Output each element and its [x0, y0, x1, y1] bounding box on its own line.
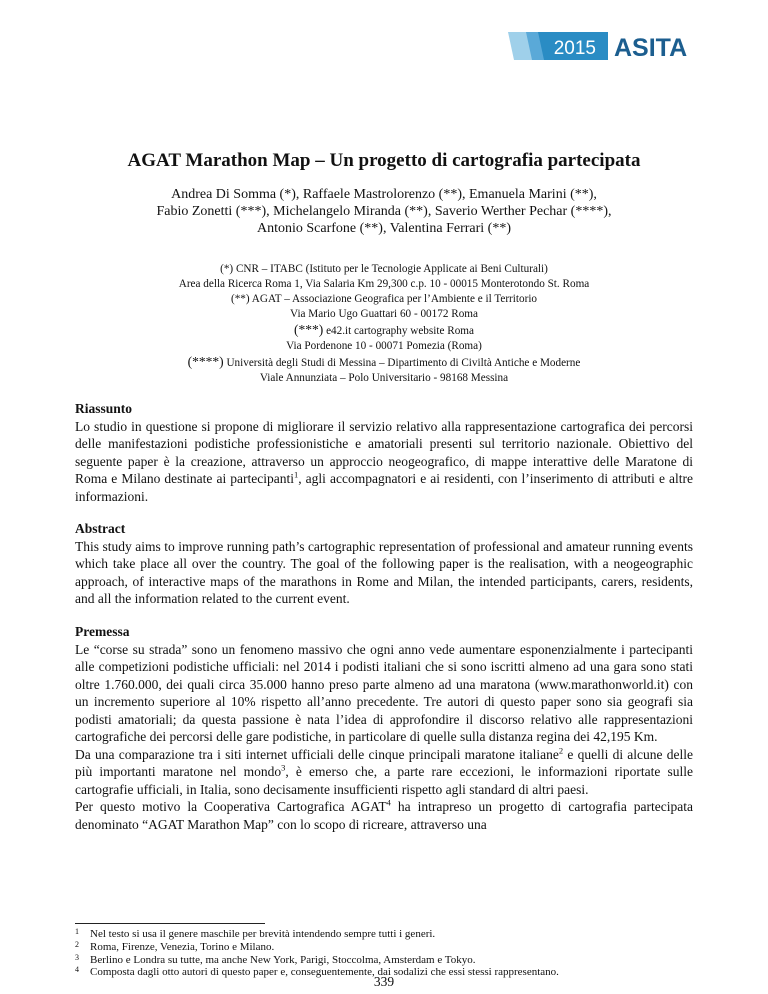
footnote [75, 928, 693, 941]
footnote-text: Composta dagli otto autori di questo paper e, conseguentemente, dai sodalizi che essi stessi rappresentano. [90, 966, 559, 979]
premessa-text-part: , è emerso che, a parte rare eccezioni, le informazioni riportate sulle cartografie ufficiali, in Italia, sono decisamente insufficienti rispetto agli standard di altri paesi. [75, 764, 693, 797]
section-premessa [75, 623, 693, 833]
author-line-2: Fabio Zonetti (***), Michelangelo Miranda (**), Saverio Werther Pechar (****), [156, 204, 612, 219]
footnote-ref: 3 [281, 762, 286, 773]
premessa-text-part: ha intrapreso un progetto di cartografia partecipata denominato “AGAT Marathon Map” con lo scopo di ricreare, attraverso una [75, 799, 693, 832]
footnote-text: Roma, Firenze, Venezia, Torino e Milano. [90, 940, 275, 953]
footnote-number: 2 [75, 939, 79, 949]
footnote [75, 954, 693, 967]
premessa-text-part: Per questo motivo la Cooperativa Cartografica AGAT [75, 799, 387, 814]
premessa-paragraph-2 [75, 746, 693, 799]
affiliation-mark: (***) [294, 322, 324, 337]
asita-logo-graphic [508, 26, 698, 66]
footnote-number: 1 [75, 927, 79, 936]
author-list [90, 186, 678, 237]
affiliation-text: Università degli Studi di Messina – Dipartimento di Civiltà Antiche e Moderne [223, 357, 581, 369]
author-line-1: Andrea Di Somma (*), Raffaele Mastrolorenzo (**), Emanuela Marini (**), [171, 187, 597, 202]
premessa-paragraph-3 [75, 798, 693, 833]
affiliation-line: (*) CNR – ITABC (Istituto per le Tecnologie Applicate ai Beni Culturali) [220, 263, 548, 275]
riassunto-text-part: , agli accompagnatori e ai residenti, con l’inserimento di attributi e altre informazioni. [75, 471, 693, 504]
affiliation-line: (**) AGAT – Associazione Geografica per l’Ambiente e il Territorio [230, 293, 538, 305]
section-riassunto [75, 400, 693, 505]
affiliation-mark: (****) [187, 354, 224, 369]
section-abstract [75, 520, 693, 608]
abstract-heading: Abstract [75, 521, 126, 536]
page-number: 339 [373, 974, 395, 989]
footnote-ref: 1 [293, 469, 299, 480]
riassunto-text-part: Lo studio in questione si propone di migliorare il servizio relativo alla rappresentazione cartografica dei percorsi delle manifestazioni podistiche professionistiche e amatoriali presenti sul territorio nazionale. Obiettivo del seguente paper è la creazione, attraverso un approccio neogeografico, di mappe interattive delle Maratone di Roma e Milano destinate ai partecipanti [75, 418, 693, 486]
abstract-text: This study aims to improve running path’s cartographic representation of professional and amateur running events which take place all over the country. The goal of the following paper is the realisation, with a neogeographic approach, of interactive maps of the marathons in Rome and Milan, the intended participants, carers, residents, and all the information related to the current event. [75, 538, 693, 606]
footnote-text: Berlino e Londra su tutte, ma anche New York, Parigi, Stoccolma, Amsterdam e Tokyo. [90, 953, 476, 966]
premessa-text-part: e quelli di alcune delle più importanti maratone nel mondo [75, 746, 693, 779]
footnote-ref: 4 [386, 797, 391, 808]
footnote-text: Nel testo si usa il genere maschile per brevità intendendo sempre tutti i generi. [90, 928, 436, 940]
footnotes [75, 928, 693, 979]
footnote-number: 4 [75, 965, 79, 975]
affiliation-line [90, 322, 678, 339]
affiliation-line: Via Pordenone 10 - 00071 Pomezia (Roma) [286, 340, 482, 352]
affiliations [90, 262, 678, 386]
affiliation-line [90, 354, 678, 371]
premessa-heading: Premessa [75, 624, 130, 639]
riassunto-text [75, 418, 693, 506]
affiliation-line: Area della Ricerca Roma 1, Via Salaria Km 29,300 c.p. 10 - 00015 Monterotondo St. Roma [178, 278, 590, 290]
logo-name: ASITA [614, 34, 688, 62]
premessa-paragraph-1: Le “corse su strada” sono un fenomeno massivo che ogni anno vede aumentare esponenzialmente i partecipanti alle competizioni podistiche ufficiali: nel 2014 i podisti italiani che si sono iscritti almeno ad una gara sono stati oltre 1.760.000, dei quali circa 35.000 hanno preso parte almeno ad una maratona (www.marathonworld.it) con un incremento superiore al 10% rispetto all’anno precedente. Tre autori di questo paper sono sia geografi sia podisti amatoriali; da questa passione è nata l’idea di approfondire il discorso relativo alle rappresentazioni cartografiche dei percorsi delle gare podistiche, in particolare di quelle sulla distanza regina dei 42,195 Km. [75, 641, 693, 744]
footnote-divider [75, 923, 265, 924]
paper-title: AGAT Marathon Map – Un progetto di cartografia partecipata [127, 150, 641, 171]
asita-2015-logo [508, 26, 698, 66]
footnote-ref: 2 [558, 745, 564, 755]
footnote [75, 941, 693, 954]
affiliation-line: Viale Annunziata – Polo Universitario - 98168 Messina [259, 372, 509, 384]
affiliation-text: e42.it cartography website Roma [323, 325, 474, 337]
affiliation-line: Via Mario Ugo Guattari 60 - 00172 Roma [290, 308, 478, 320]
riassunto-heading: Riassunto [75, 401, 133, 416]
logo-year: 2015 [553, 38, 596, 59]
footnote-number: 3 [75, 952, 79, 962]
premessa-text-part: Da una comparazione tra i siti internet ufficiali delle cinque principali maratone italiane [75, 746, 559, 762]
author-line-3: Antonio Scarfone (**), Valentina Ferrari (**) [257, 221, 511, 236]
